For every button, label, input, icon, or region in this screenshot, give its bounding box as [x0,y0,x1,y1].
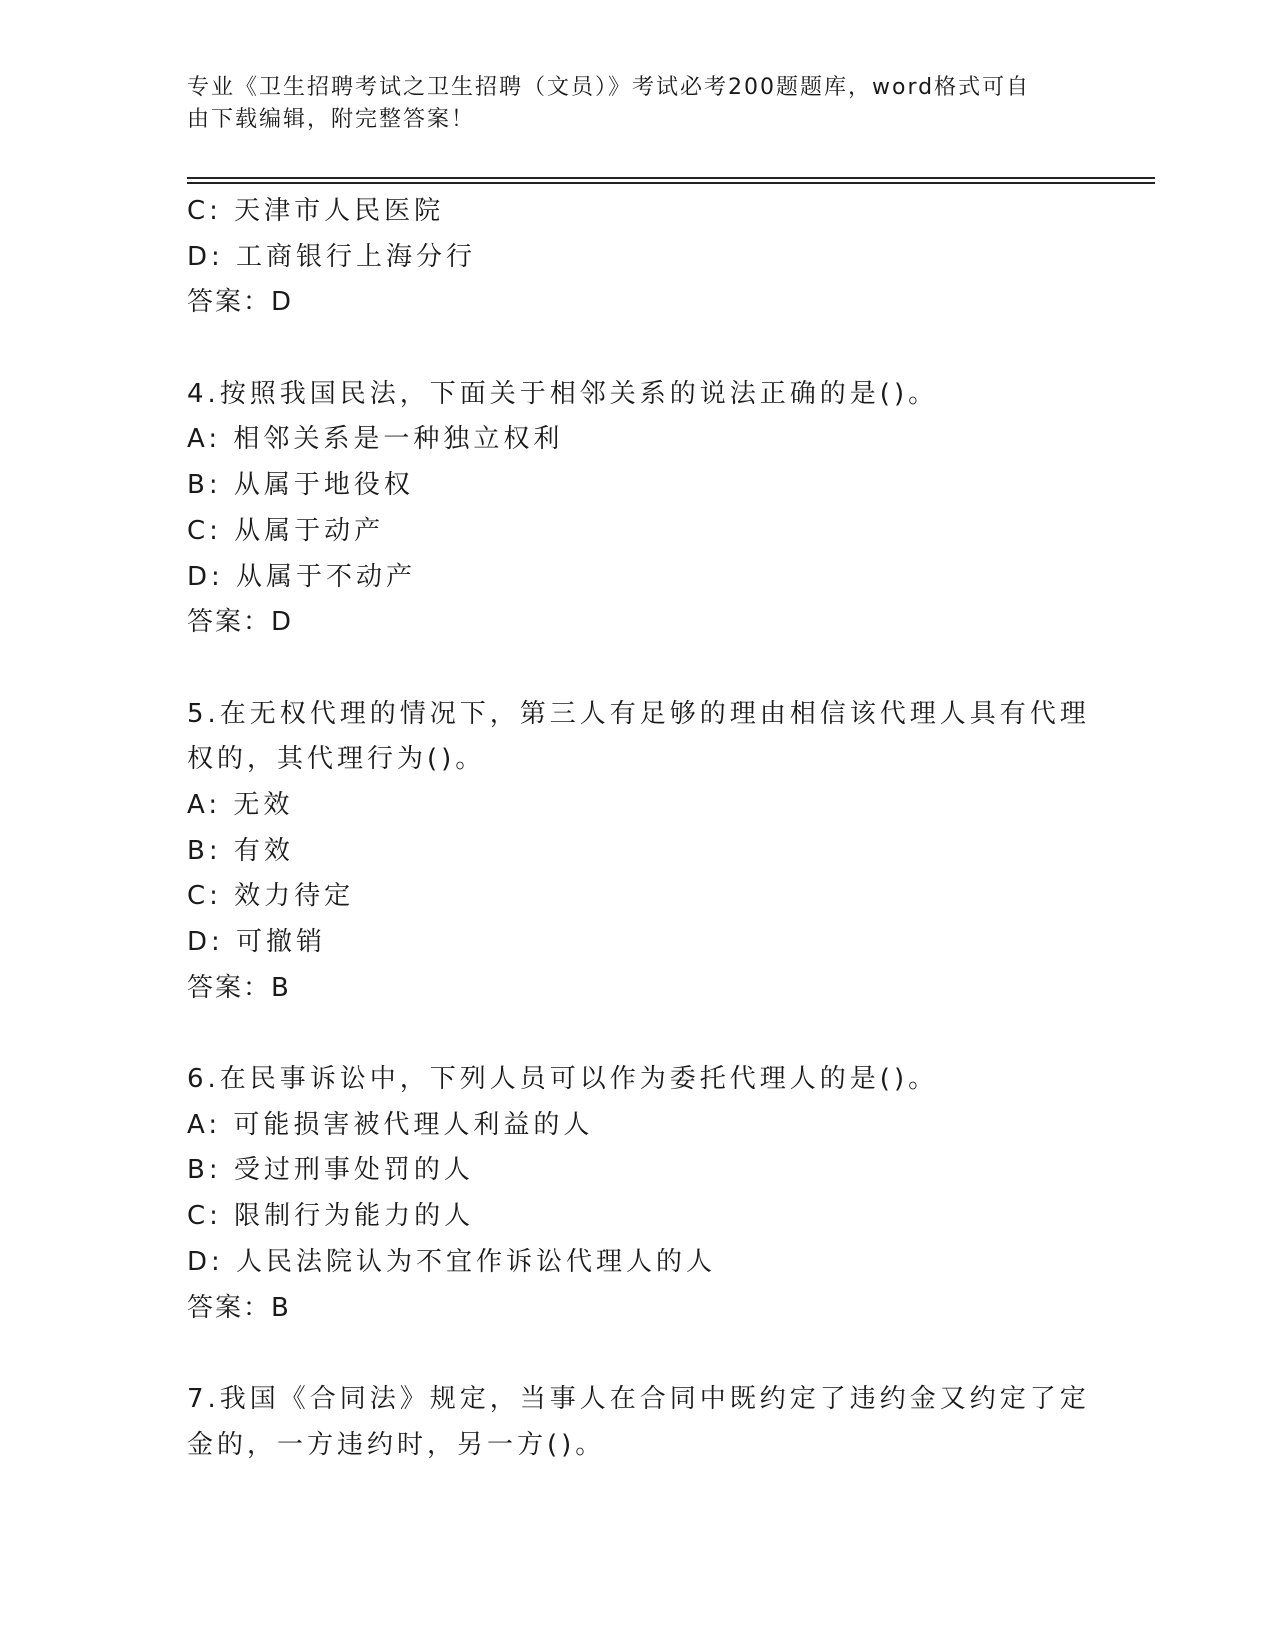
spacer [187,326,1087,372]
option-b: B: 有效 [187,835,294,866]
option-d: D: 可撤销 [187,927,327,957]
question-stem-line-2: 权的，其代理行为()。 [187,744,486,775]
option-d: D: 从属于不动产 [187,561,417,592]
option-a: A: 无效 [187,789,294,820]
header-line-1: 专业《卫生招聘考试之卫生招聘（文员）》考试必考200题题库，word格式可自 [187,75,1031,100]
question-stem: 4.按照我国民法，下面关于相邻关系的说法正确的是()。 [187,378,939,409]
spacer [187,1011,1087,1057]
question-3-fragment [187,189,1087,326]
option-a: A: 可能损害被代理人利益的人 [187,1109,594,1140]
question-stem: 6.在民事诉讼中，下列人员可以作为委托代理人的是()。 [187,1064,939,1095]
option-c: C: 从属于动产 [187,515,385,546]
question-4 [187,372,1087,646]
answer-line: 答案：B [187,1292,291,1323]
spacer [187,1331,1087,1377]
option-d: D: 工商银行上海分行 [187,241,477,272]
answer-line: 答案：D [187,287,294,318]
question-7 [187,1377,1090,1468]
question-list [187,189,1090,1468]
question-5 [187,692,1090,1012]
question-stem-line-2: 金的，一方违约时，另一方()。 [187,1429,606,1460]
option-b: B: 受过刑事处罚的人 [187,1155,474,1186]
document-header [187,72,1067,136]
spacer [187,646,1087,692]
question-stem-line-1: 5.在无权代理的情况下，第三人有足够的理由相信该代理人具有代理 [187,698,1090,729]
header-line-2: 由下载编辑，附完整答案！ [187,107,476,132]
answer-line: 答案：B [187,972,291,1003]
header-divider-bottom [187,182,1155,184]
answer-line: 答案：D [187,607,294,638]
option-d: D: 人民法院认为不宜作诉讼代理人的人 [187,1246,717,1277]
question-stem-line-1: 7.我国《合同法》规定，当事人在合同中既约定了违约金又约定了定 [187,1383,1090,1414]
question-6 [187,1057,1087,1331]
option-a: A: 相邻关系是一种独立权利 [187,424,564,455]
option-b: B: 从属于地役权 [187,470,414,501]
option-c: C: 限制行为能力的人 [187,1201,475,1232]
option-c: C: 天津市人民医院 [187,196,445,226]
option-c: C: 效力待定 [187,881,355,912]
header-divider-top [187,177,1155,179]
